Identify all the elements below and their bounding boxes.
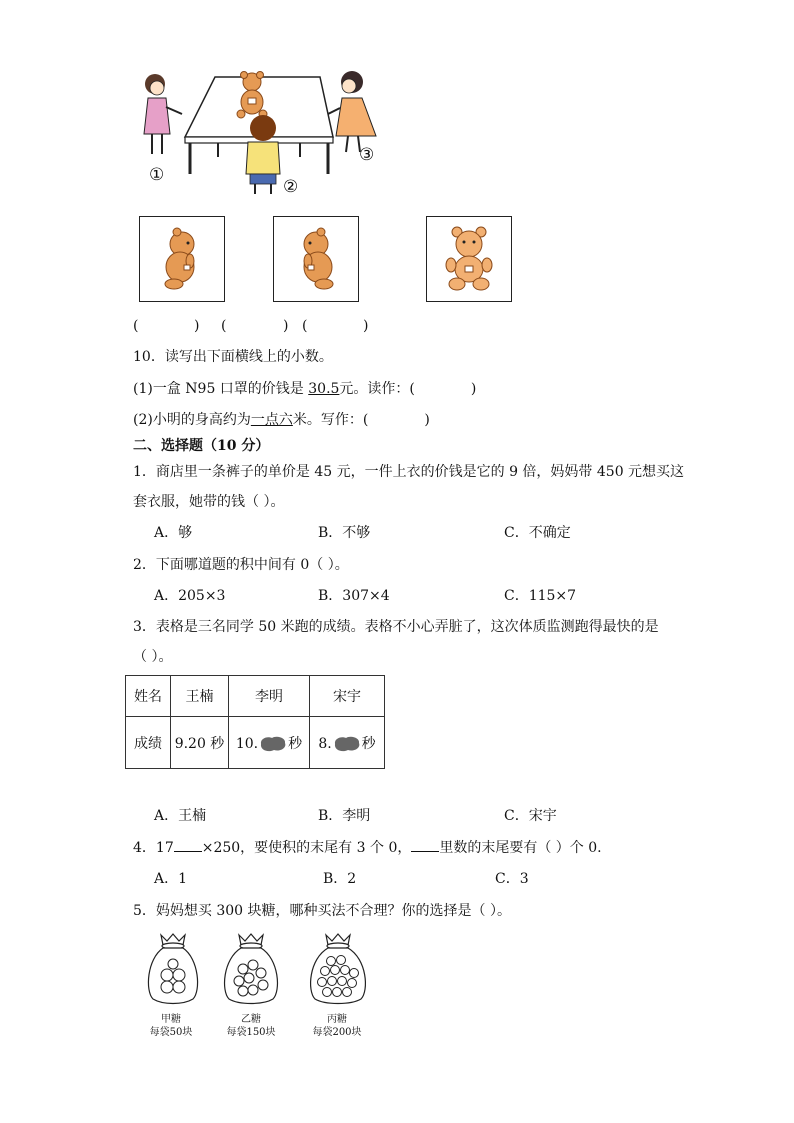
q10-part2-answer-close: )	[424, 412, 430, 428]
q10-underlined-number: 30.5	[308, 381, 340, 397]
q2-option-b[interactable]: B．307×4	[318, 588, 390, 604]
candy-bag-3-desc: 每袋200块	[312, 1027, 362, 1038]
q4-text-2: ×250，要使积的末尾有 3 个 0，	[201, 840, 412, 856]
candy-bag-1-icon	[143, 931, 203, 1009]
bear-side-view-icon	[140, 217, 224, 301]
bear-side-view-icon	[274, 217, 358, 301]
section-title: 二、选择题（10 分）	[133, 438, 270, 454]
songyu-time-prefix: 8.	[318, 735, 332, 752]
q3-line1: 3．表格是三名同学 50 米跑的成绩。表格不小心弄脏了，这次体质监测跑得最快的是	[133, 619, 659, 635]
child-2	[246, 115, 280, 194]
q10-part2	[133, 410, 430, 430]
q4-option-b[interactable]: B．2	[323, 871, 357, 887]
table-row-label: 成绩	[126, 717, 171, 769]
q4-text-1: 4．17	[133, 840, 174, 856]
q4-option-a[interactable]: A．1	[154, 871, 188, 887]
q3-option-a[interactable]: A．王楠	[154, 808, 207, 824]
candy-bag-2-name: 乙糖	[241, 1014, 261, 1025]
table-header-wangnan: 王楠	[171, 676, 229, 717]
q4-line1	[133, 838, 602, 858]
q2-option-c[interactable]: C．115×7	[504, 588, 577, 604]
q4-text-3: 里数的末尾要有（ ）个 0.	[439, 840, 602, 856]
position-label-2: ②	[283, 177, 299, 197]
ink-smudge-icon	[258, 735, 288, 753]
q4-blank-2	[411, 839, 439, 852]
answer-blank-3-close: )	[363, 318, 369, 334]
q4-blank-1	[174, 839, 202, 852]
answer-blank-2-open: (	[221, 318, 227, 334]
q1-option-c[interactable]: C．不确定	[504, 525, 571, 541]
q2-line1: 2．下面哪道题的积中间有 0（ ）。	[133, 557, 349, 573]
songyu-time-unit: 秒	[361, 735, 376, 752]
q3-option-c[interactable]: C．宋宇	[504, 808, 557, 824]
liming-time-prefix: 10.	[235, 735, 259, 752]
answer-blank-2-close: )	[283, 318, 289, 334]
table-cell-songyu	[310, 717, 385, 769]
score-table	[125, 675, 385, 769]
q3-option-b[interactable]: B．李明	[318, 808, 371, 824]
table-header-liming: 李明	[229, 676, 310, 717]
candy-bag-1-desc: 每袋50块	[149, 1027, 193, 1038]
q10-part2-answer-prefix: 米。写作：(	[292, 412, 369, 428]
child-1	[144, 74, 182, 154]
q10-part1-text: (1)一盒 N95 口罩的价钱是	[133, 381, 309, 397]
answer-blank-1-open: (	[133, 318, 139, 334]
q10-part1	[133, 379, 476, 399]
q1-option-b[interactable]: B．不够	[318, 525, 371, 541]
q10-part1-answer-prefix: 元。读作：(	[339, 381, 415, 397]
q10-underlined-words: 一点六	[250, 412, 293, 428]
position-label-1: ①	[149, 165, 165, 185]
candy-bag-2-icon	[219, 931, 283, 1009]
bear-view-frame-3	[426, 216, 512, 302]
q5-line1: 5．妈妈想买 300 块糖，哪种买法不合理？你的选择是（ ）。	[133, 903, 511, 919]
position-label-3: ③	[359, 145, 375, 165]
q10-part1-answer-close: )	[470, 381, 477, 397]
table-header-songyu: 宋宇	[310, 676, 385, 717]
bear-front-view-icon	[427, 217, 511, 301]
q1-option-a[interactable]: A．够	[154, 525, 193, 541]
scene-illustration	[130, 62, 400, 202]
answer-blank-1-close: )	[194, 318, 200, 334]
table-cell-wangnan: 9.20 秒	[171, 717, 229, 769]
q10-title: 10．读写出下面横线上的小数。	[133, 349, 333, 365]
q3-line2: （ ）。	[133, 649, 173, 665]
candy-bag-3-name: 丙糖	[327, 1014, 347, 1025]
bear-view-frame-1	[139, 216, 225, 302]
table-header-name: 姓名	[126, 676, 171, 717]
ink-smudge-icon	[332, 735, 362, 753]
table-cell-liming	[229, 717, 310, 769]
bear-view-frame-2	[273, 216, 359, 302]
q1-line2: 套衣服，她带的钱（ ）。	[133, 494, 285, 510]
candy-bag-2-desc: 每袋150块	[226, 1027, 276, 1038]
child-3	[328, 71, 376, 152]
q2-option-a[interactable]: A．205×3	[154, 588, 226, 604]
candy-bag-3-icon	[305, 931, 371, 1009]
liming-time-unit: 秒	[288, 735, 303, 752]
q4-option-c[interactable]: C．3	[495, 871, 529, 887]
answer-blank-3-open: (	[302, 318, 308, 334]
q1-line1: 1．商店里一条裤子的单价是 45 元，一件上衣的价钱是它的 9 倍，妈妈带 450 元想买这	[133, 464, 685, 480]
candy-bag-1-name: 甲糖	[161, 1014, 181, 1025]
q10-part2-text: (2)小明的身高约为	[133, 412, 251, 428]
